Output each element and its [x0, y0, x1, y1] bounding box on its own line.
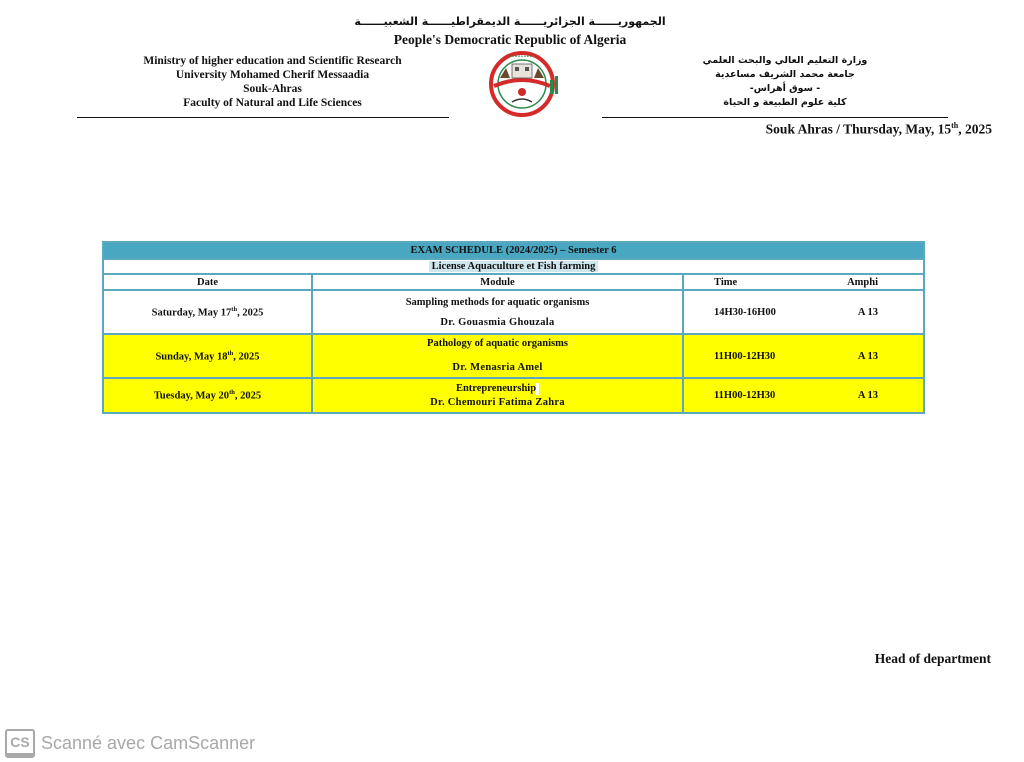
header-divider-right [602, 117, 948, 118]
table-subtitle-row [103, 259, 924, 274]
table-subtitle: License Aquaculture et Fish farming [429, 261, 599, 272]
exam-date-sup: th [231, 305, 238, 313]
university-logo-icon [484, 46, 568, 118]
table-subtitle-cell [103, 259, 924, 274]
header-divider-left [77, 117, 449, 118]
column-header-time-amphi [683, 274, 924, 290]
exam-date-main: Tuesday, May 20 [153, 390, 230, 402]
exam-module [312, 378, 683, 413]
exam-time: 14H30-16H00 [714, 306, 776, 318]
table-row [103, 378, 924, 413]
module-name: Sampling methods for aquatic organisms [405, 296, 590, 308]
university-line: University Mohamed Cherif Messaadia [175, 69, 370, 81]
exam-module [312, 334, 683, 378]
module-name-wrap [313, 382, 682, 395]
column-header-amphi: Amphi [847, 276, 879, 288]
ministry-line: Ministry of higher education and Scientific Research [143, 55, 402, 67]
exam-date-tail: , 2025 [234, 390, 262, 402]
column-header-module: Module [312, 274, 683, 290]
module-name: Pathology of aquatic organisms [427, 337, 568, 349]
institution-block-en [120, 54, 425, 110]
exam-date [103, 290, 312, 334]
exam-time: 11H00-12H30 [714, 390, 776, 401]
table-title-row [103, 242, 924, 259]
exam-date [103, 334, 312, 378]
watermark-text: Scanné avec CamScanner [41, 733, 256, 753]
module-teacher: Dr. Chemouri Fatima Zahra [430, 397, 565, 408]
exam-module [312, 290, 683, 334]
exam-date-tail: , 2025 [237, 307, 264, 319]
exam-date-sup: th [227, 349, 234, 357]
date-suffix: th [951, 121, 959, 130]
exam-amphi: A 13 [857, 306, 879, 318]
date-prefix: Souk Ahras / Thursday, May, 15 [765, 121, 952, 137]
exam-date-sup: th [229, 389, 235, 397]
exam-date-tail: , 2025 [233, 351, 260, 363]
module-name: Entrepreneurship [455, 383, 537, 394]
exam-time-amphi [683, 334, 924, 378]
date-tail: , 2025 [958, 121, 992, 137]
city-line: Souk-Ahras [243, 83, 302, 95]
institution-block-ar [700, 54, 870, 110]
table-row [103, 334, 924, 378]
faculty-line: Faculty of Natural and Life Sciences [183, 97, 362, 109]
table-row [103, 290, 924, 334]
table-header-row [103, 274, 924, 290]
arabic-republic-title: الجمهوريــــــة الجزائريــــــة الديمقراطيــــــة الشعبيــــــة [354, 15, 666, 28]
signature-label: Head of department [874, 651, 991, 666]
exam-date-main: Saturday, May 17 [151, 307, 232, 319]
column-header-time: Time [714, 276, 738, 288]
exam-date-main: Sunday, May 18 [155, 351, 228, 363]
exam-amphi: A 13 [857, 350, 879, 362]
module-teacher: Dr. Gouasmia Ghouzala [440, 316, 555, 328]
exam-date [103, 378, 312, 413]
exam-schedule-table [102, 241, 925, 414]
exam-time-amphi [683, 290, 924, 334]
column-header-date: Date [103, 274, 312, 290]
module-teacher: Dr. Menasria Amel [452, 361, 543, 373]
exam-time-amphi [683, 378, 924, 413]
camscanner-logo-icon: CS [5, 729, 35, 758]
exam-amphi: A 13 [857, 390, 879, 401]
university-line-ar: جامعة محمد الشريف مساعدية [715, 69, 855, 80]
document-date [766, 121, 992, 138]
exam-time: 11H00-12H30 [714, 350, 776, 362]
text-cursor-mark [536, 383, 539, 395]
table-title: EXAM SCHEDULE (2024/2025) – Semester 6 [103, 242, 924, 259]
camscanner-watermark [5, 729, 255, 758]
city-line-ar: - سوق أهراس- [749, 83, 821, 94]
ministry-line-ar: وزارة التعليم العالي والبحث العلمي [702, 55, 868, 66]
republic-title: People's Democratic Republic of Algeria [393, 32, 627, 47]
svg-text:•••••••••: ••••••••• [508, 54, 536, 60]
faculty-line-ar: كلية علوم الطبيعة و الحياة [723, 97, 847, 108]
